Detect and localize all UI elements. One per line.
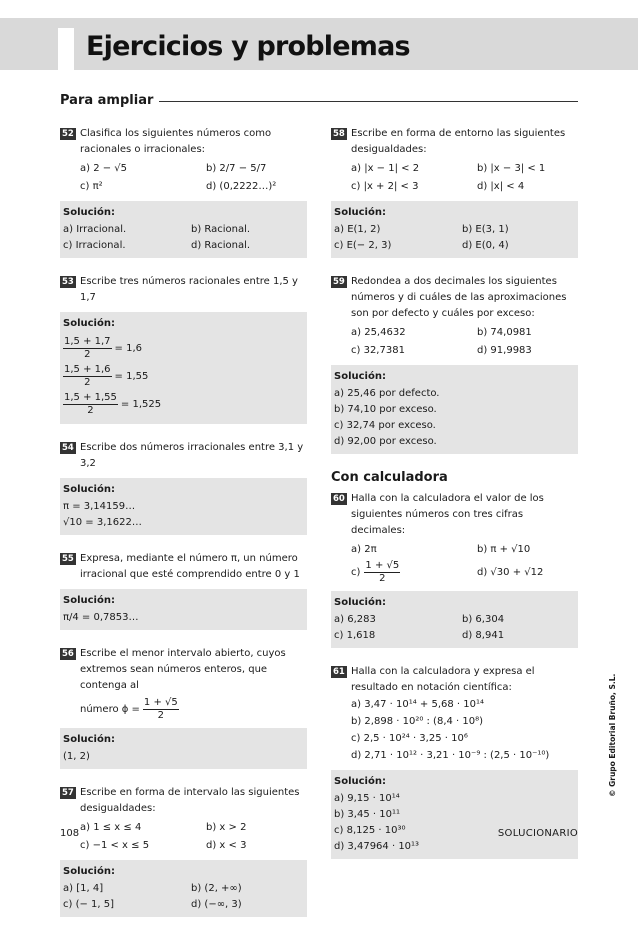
- solution-box: [60, 860, 307, 917]
- option: b) 74,0981: [477, 327, 532, 338]
- fraction: $\frac{1,5 + 1,55}{2}$: [64, 392, 117, 416]
- solution-box: [60, 201, 307, 258]
- fraction: $\frac{1,5 + 1,7}{2}$: [64, 336, 111, 360]
- solution-line: c) 32,74 por exceso.: [334, 420, 436, 431]
- fraction-result: = 1,55: [114, 371, 149, 382]
- option: d) √30 + √12: [477, 566, 544, 578]
- section-rule: [148, 101, 578, 102]
- option: d) 91,9983: [477, 345, 532, 356]
- solution-box: [331, 591, 578, 648]
- solution-line: b) 3,45 · 10¹¹: [334, 809, 400, 820]
- left-column: [60, 126, 307, 933]
- exercise-number: 57: [62, 788, 74, 798]
- subsection-title: Con calculadora: [331, 470, 448, 485]
- solution-box: [331, 770, 578, 859]
- exercise-statement: Halla con la calculadora y expresa el resultado en notación científica:: [351, 666, 535, 693]
- exercise-number: 61: [333, 667, 345, 677]
- exercise-statement: Escribe dos números irracionales entre 3,1 y 3,2: [80, 442, 304, 469]
- solution-line: a) [1, 4]: [63, 883, 104, 894]
- option: a) 2π: [351, 544, 377, 555]
- solution-line: d) E(0, 4): [462, 240, 509, 251]
- list-item: a) 3,47 · 10¹⁴ + 5,68 · 10¹⁴: [351, 699, 485, 710]
- solution-box: [60, 478, 307, 535]
- solution-line: (1, 2): [63, 751, 90, 762]
- solution-box: [331, 365, 578, 454]
- solution-line: d) 3,47964 · 10¹³: [334, 841, 420, 852]
- solution-line: π = 3,14159…: [63, 501, 136, 512]
- exercise-number: 60: [333, 494, 345, 504]
- fraction: $\frac{1 + √5}{2}$: [143, 697, 178, 721]
- solution-line: a) E(1, 2): [334, 224, 381, 235]
- exercise-statement: Escribe tres números racionales entre 1,5 y 1,7: [80, 276, 298, 303]
- solution-line: b) E(3, 1): [462, 224, 509, 235]
- exercise-statement: Clasifica los siguientes números como racionales o irracionales:: [80, 128, 272, 155]
- list-item: b) 2,898 · 10²⁰ : (8,4 · 10⁸): [351, 716, 484, 727]
- option: b) π + √10: [477, 544, 531, 555]
- solution-line: c) E(− 2, 3): [334, 240, 392, 251]
- solution-line: b) 6,304: [462, 614, 505, 625]
- exercise-56: [60, 646, 307, 769]
- right-column: [331, 126, 578, 875]
- exercise-52: [60, 126, 307, 258]
- solution-line: c) Irracional.: [63, 240, 126, 251]
- option: a) 1 ≤ x ≤ 4: [80, 822, 142, 833]
- exercise-number: 59: [333, 277, 345, 287]
- solution-line: d) (−∞, 3): [191, 899, 242, 910]
- exercise-statement: Escribe en forma de intervalo las siguientes desigualdades:: [80, 787, 300, 814]
- exercise-statement: Halla con la calculadora el valor de los siguientes números con tres cifras decimales:: [351, 493, 544, 536]
- solution-label: Solución:: [63, 734, 115, 745]
- solution-label: Solución:: [63, 866, 115, 877]
- solution-label: Solución:: [334, 207, 386, 218]
- solution-label: Solución:: [63, 318, 115, 329]
- fraction: $\frac{1,5 + 1,6}{2}$: [64, 364, 111, 388]
- solution-line: π/4 = 0,7853…: [63, 612, 139, 623]
- solution-label: Solución:: [334, 776, 386, 787]
- solution-line: b) 74,10 por exceso.: [334, 404, 437, 415]
- exercise-60: [331, 491, 578, 648]
- exercise-59: [331, 274, 578, 454]
- exercise-54: [60, 440, 307, 535]
- exercise-statement: Expresa, mediante el número π, un número irracional que esté comprendido entre 0 y 1: [80, 553, 300, 580]
- exercise-number: 56: [62, 649, 74, 659]
- fraction-result: = 1,525: [120, 399, 162, 410]
- solution-label: Solución:: [334, 597, 386, 608]
- fraction-result: = 1,6: [114, 343, 143, 354]
- solution-line: a) 6,283: [334, 614, 376, 625]
- section-heading: [60, 94, 578, 108]
- solution-line: c) 8,125 · 10³⁰: [334, 825, 406, 836]
- solution-line: a) 9,15 · 10¹⁴: [334, 793, 400, 804]
- solution-box: [60, 312, 307, 424]
- list-item: d) 2,71 · 10¹² · 3,21 · 10⁻⁹ : (2,5 · 10⁻¹⁰): [351, 750, 550, 761]
- page-title: Ejercicios y problemas: [86, 31, 410, 62]
- solution-box: [331, 201, 578, 258]
- exercise-number: 52: [62, 129, 74, 139]
- exercise-statement: Redondea a dos decimales los siguientes números y di cuáles de las aproximaciones son por defecto y cuáles por exceso:: [351, 276, 567, 319]
- solution-box: [60, 589, 307, 630]
- option: d) |x| < 4: [477, 181, 525, 192]
- solution-line: d) 92,00 por exceso.: [334, 436, 437, 447]
- section-title: Para ampliar: [60, 94, 159, 108]
- option: b) 2/7 − 5/7: [206, 163, 267, 174]
- solution-label: Solución:: [334, 371, 386, 382]
- list-item: c) 2,5 · 10²⁴ · 3,25 · 10⁶: [351, 733, 468, 744]
- option-label: c): [351, 566, 361, 578]
- book-title: SOLUCIONARIO: [497, 828, 578, 839]
- exercise-number: 54: [62, 443, 74, 453]
- exercise-number: 53: [62, 277, 74, 287]
- option: c) π²: [80, 181, 103, 192]
- banner-tab: [58, 28, 74, 70]
- solution-label: Solución:: [63, 484, 115, 495]
- header-banner: [0, 18, 638, 70]
- option: d) x < 3: [206, 840, 247, 851]
- option: a) 25,4632: [351, 327, 406, 338]
- option: b) x > 2: [206, 822, 247, 833]
- solution-line: c) 1,618: [334, 630, 376, 641]
- exercise-57: [60, 785, 307, 917]
- page-number: 108: [60, 828, 80, 839]
- exercise-statement: Escribe en forma de entorno las siguientes desigualdades:: [351, 128, 566, 155]
- solution-line: a) Irracional.: [63, 224, 127, 235]
- copyright-notice: © Grupo Editorial Bruño, S.L.: [608, 673, 617, 797]
- exercise-number: 55: [62, 554, 74, 564]
- solution-label: Solución:: [63, 207, 115, 218]
- option: a) 2 − √5: [80, 163, 128, 174]
- exercise-55: [60, 551, 307, 630]
- solution-line: b) Racional.: [191, 224, 251, 235]
- phi-label: número ϕ =: [80, 704, 140, 715]
- solution-label: Solución:: [63, 595, 115, 606]
- exercise-58: [331, 126, 578, 258]
- exercise-statement: Escribe el menor intervalo abierto, cuyos extremos sean números enteros, que contenga al: [80, 648, 286, 691]
- option: d) (0,2222…)²: [206, 181, 277, 192]
- option: c) 32,7381: [351, 345, 405, 356]
- solution-line: a) 25,46 por defecto.: [334, 388, 440, 399]
- exercise-53: [60, 274, 307, 424]
- solution-box: [60, 728, 307, 769]
- option: c) |x + 2| < 3: [351, 181, 419, 192]
- option: c) −1 < x ≤ 5: [80, 840, 150, 851]
- option: a) |x − 1| < 2: [351, 163, 420, 174]
- solution-line: b) (2, +∞): [191, 883, 242, 894]
- solution-line: √10 = 3,1622…: [63, 517, 142, 528]
- exercise-number: 58: [333, 129, 345, 139]
- option: b) |x − 3| < 1: [477, 163, 546, 174]
- solution-line: d) Racional.: [191, 240, 251, 251]
- solution-line: c) (− 1, 5]: [63, 899, 115, 910]
- solution-line: d) 8,941: [462, 630, 505, 641]
- fraction: $\frac{1 + √5}{2}$: [365, 560, 400, 584]
